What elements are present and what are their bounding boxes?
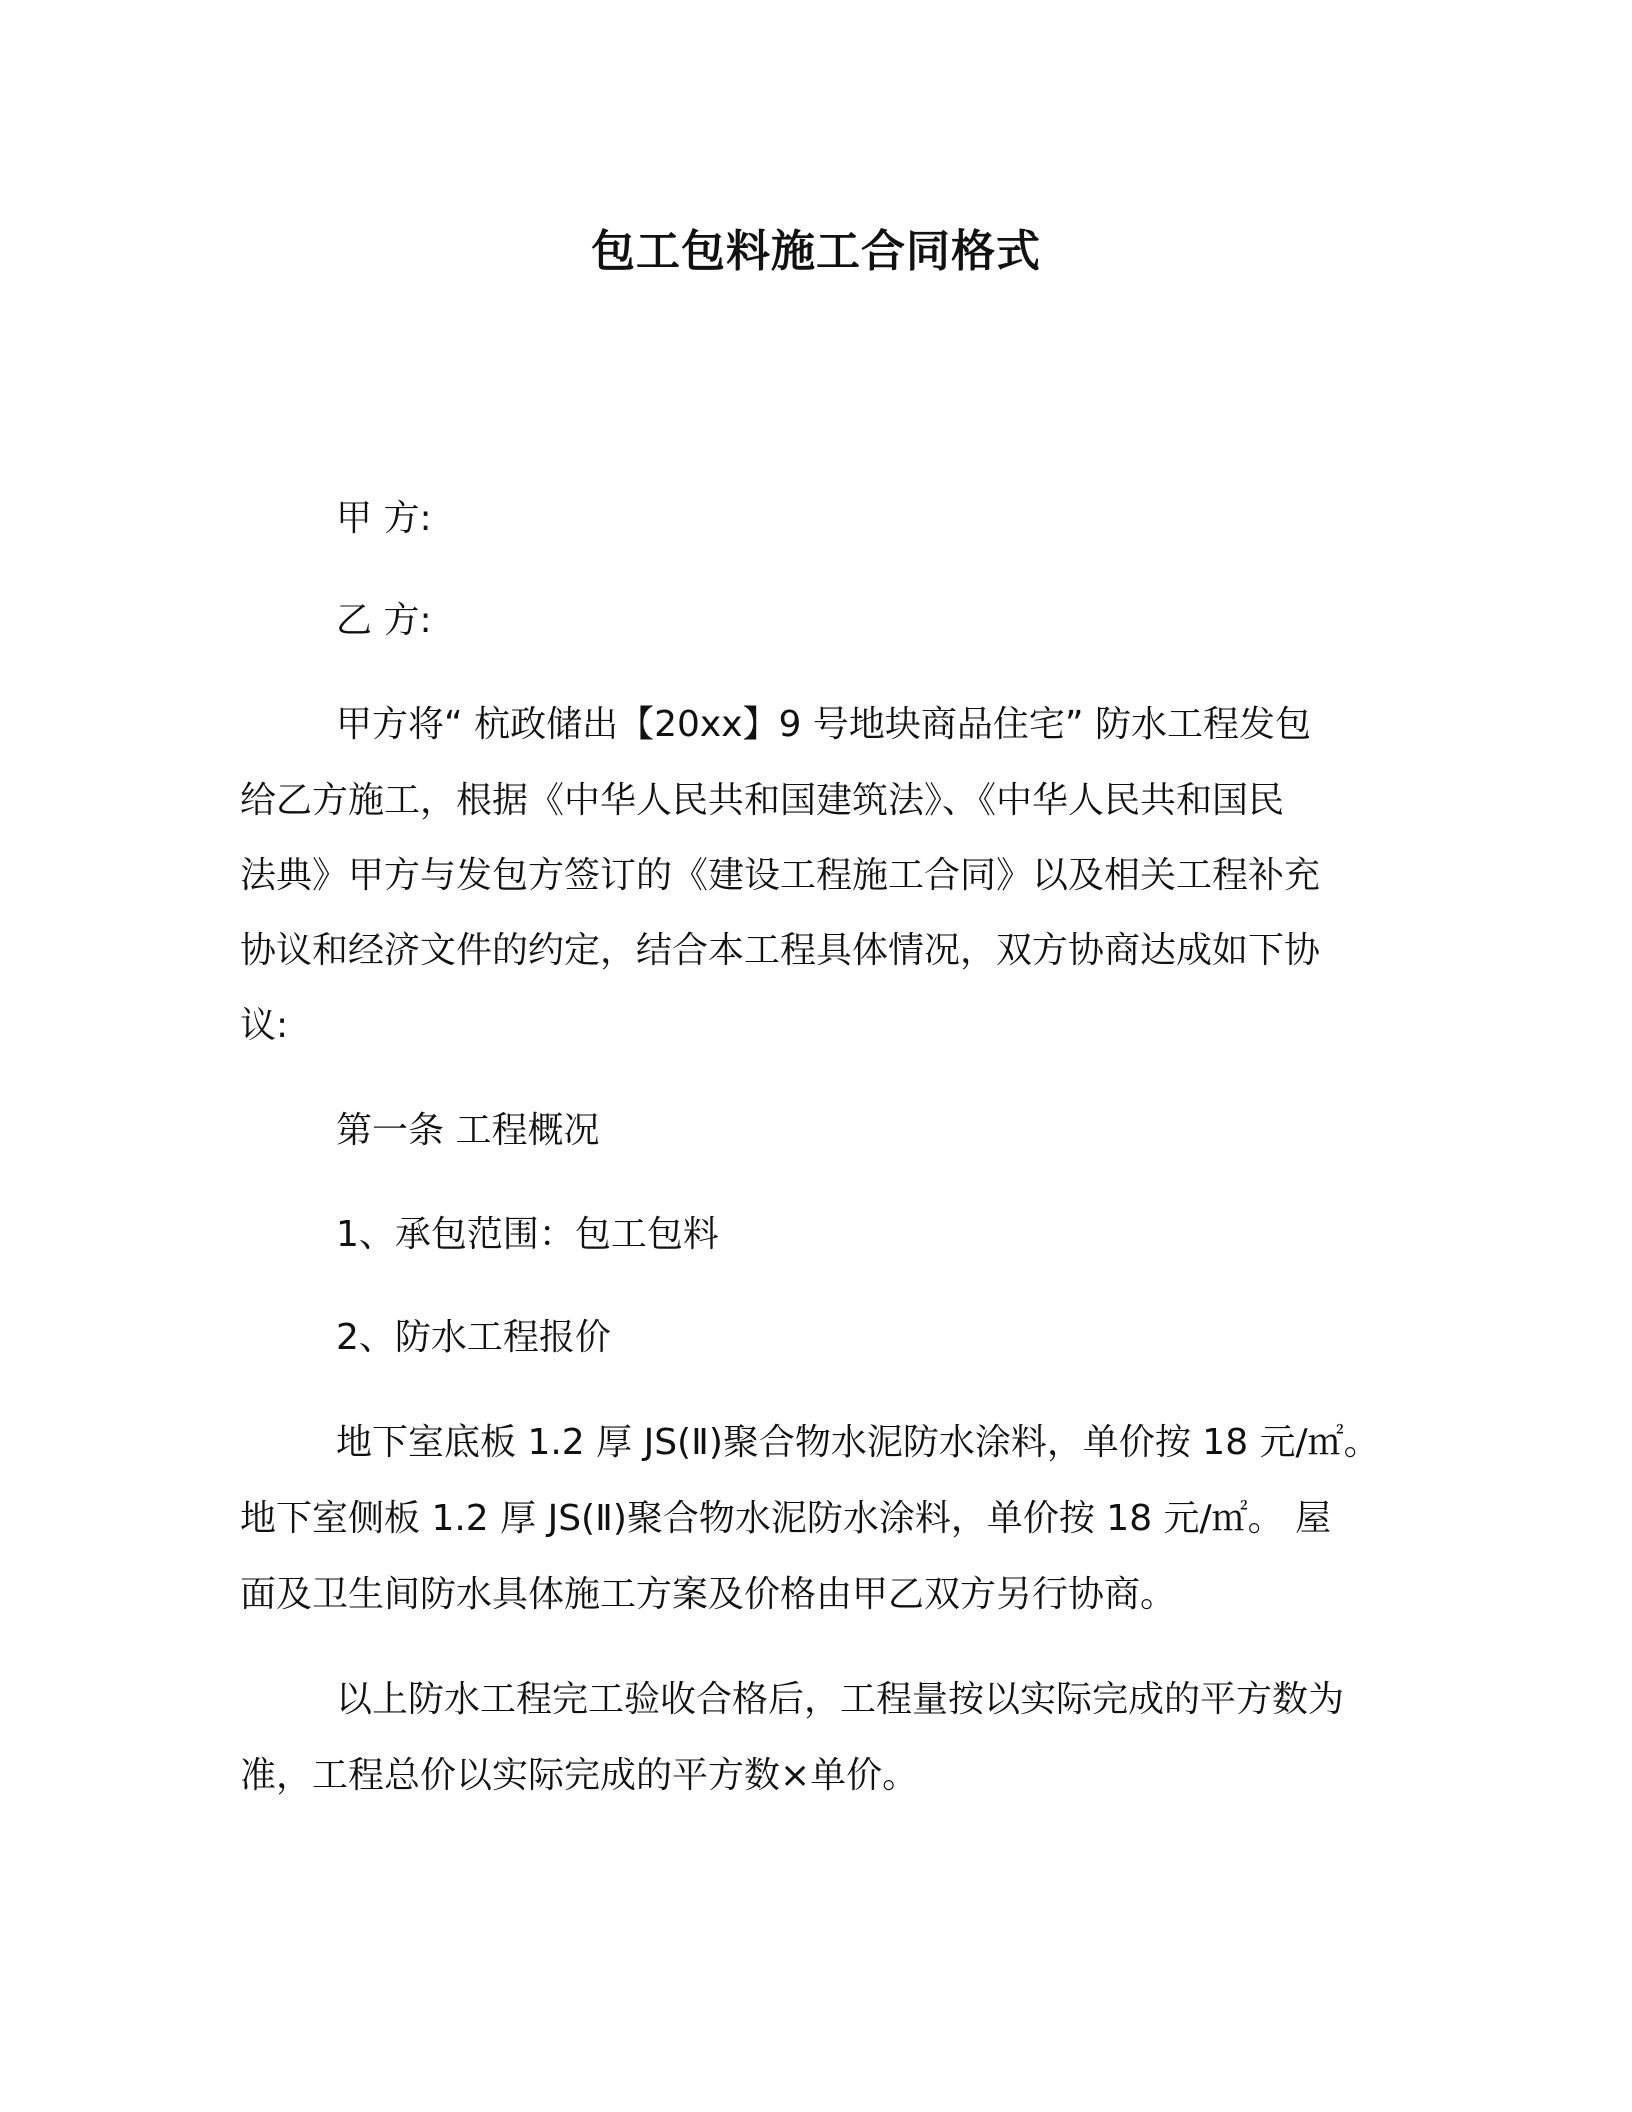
- party-a-label: 甲 方:: [336, 498, 432, 539]
- pricing-line-3: 面及卫生间防水具体施工方案及价格由甲乙双方另行协商。: [240, 1574, 1177, 1615]
- document-title: 包工包料施工合同格式: [591, 226, 1041, 277]
- item-1: 1、承包范围：包工包料: [336, 1214, 719, 1255]
- acceptance-line-2: 准，工程总价以实际完成的平方数×单价。: [240, 1755, 919, 1796]
- pricing-line-2: 地下室侧板 1.2 厚 JS(Ⅱ)聚合物水泥防水涂料，单价按 18 元/㎡。 屋: [240, 1498, 1332, 1539]
- party-b-label: 乙 方:: [336, 600, 432, 641]
- intro-line-4: 协议和经济文件的约定，结合本工程具体情况，双方协商达成如下协: [240, 930, 1321, 971]
- intro-line-1: 甲方将“ 杭政储出【20xx】9 号地块商品住宅” 防水工程发包: [336, 704, 1311, 745]
- acceptance-line-1: 以上防水工程完工验收合格后，工程量按以实际完成的平方数为: [336, 1679, 1345, 1720]
- intro-line-3: 法典》甲方与发包方签订的《建设工程施工合同》以及相关工程补充: [240, 855, 1321, 896]
- item-2: 2、防水工程报价: [336, 1317, 611, 1358]
- intro-line-2: 给乙方施工，根据《中华人民共和国建筑法》、《中华人民共和国民: [240, 780, 1285, 821]
- intro-line-5: 议:: [240, 1005, 289, 1046]
- pricing-line-1: 地下室底板 1.2 厚 JS(Ⅱ)聚合物水泥防水涂料，单价按 18 元/㎡。: [336, 1422, 1380, 1463]
- article-1-heading: 第一条 工程概况: [336, 1110, 600, 1151]
